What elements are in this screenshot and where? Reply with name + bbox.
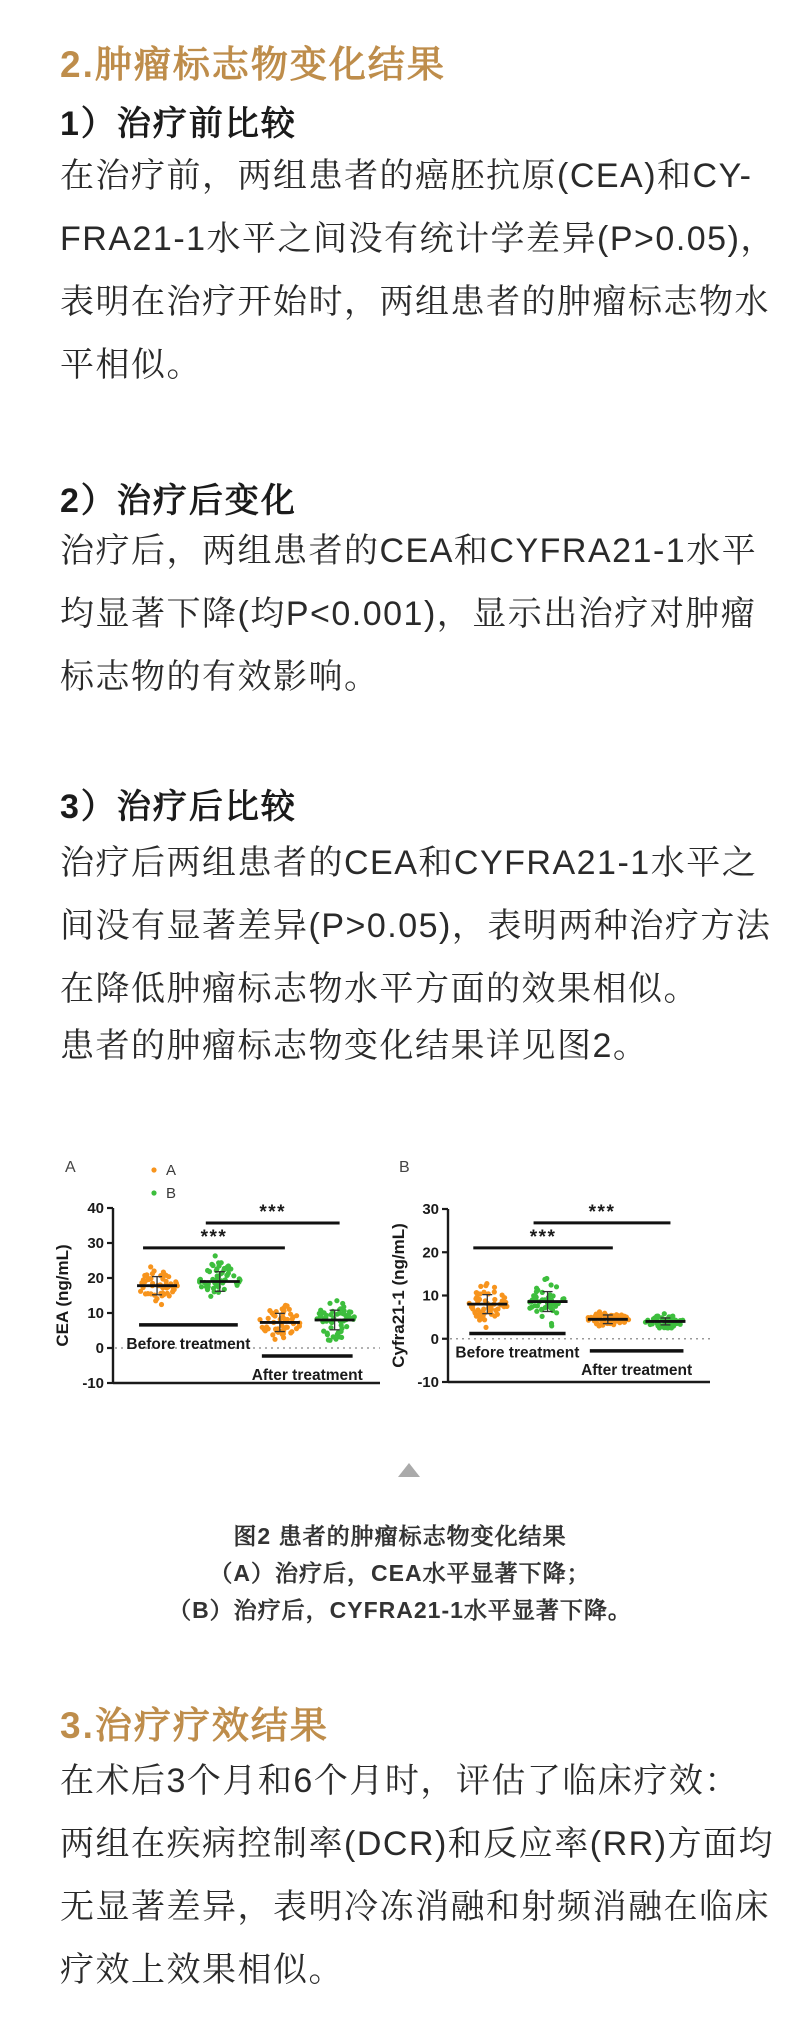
svg-text:After treatment: After treatment [581,1361,693,1379]
paragraph-figure-reference: 患者的肿瘤标志物变化结果详见图2。 [60,1027,649,1065]
svg-text:10: 10 [87,1305,104,1322]
svg-text:30: 30 [422,1201,439,1218]
svg-text:***: *** [529,1226,557,1248]
figure-2 [0,1150,800,1450]
svg-text:***: *** [259,1202,287,1224]
subheading-posttreatment-change: 2）治疗后变化 [60,482,297,520]
significance-bar [473,1227,613,1248]
svg-text:Before treatment: Before treatment [126,1335,251,1353]
phase-label [455,1334,579,1362]
significance-bar [143,1227,285,1248]
svg-text:After treatment: After treatment [251,1367,363,1385]
svg-text:B: B [399,1159,410,1176]
subheading-pretreatment-comparison: 1）治疗前比较 [60,105,297,143]
paragraph-posttreatment-comparison: 治疗后两组患者的CEA和CYFRA21-1水平之 间没有显著差异(P>0.05)，表明两种治疗方法 在降低肿瘤标志物水平方面的效果相似。 [60,844,772,1008]
caption-line: （B）治疗后，CYFRA21-1水平显著下降。 [168,1597,632,1623]
legend-item [151,1185,176,1202]
paragraph-posttreatment-change: 治疗后，两组患者的CEA和CYFRA21-1水平 均显著下降(均P<0.001)，显示出治疗对肿瘤 标志物的有效影响。 [60,532,758,696]
svg-text:-10: -10 [82,1375,104,1392]
svg-text:A: A [166,1162,177,1179]
section-heading-efficacy: 3.治疗疗效结果 [60,1705,329,1746]
y-axis [389,1201,448,1391]
phase-label [252,1356,363,1384]
svg-text:Before treatment: Before treatment [455,1344,580,1362]
svg-text:0: 0 [430,1330,439,1348]
y-axis [53,1200,113,1392]
svg-text:***: *** [588,1201,616,1223]
svg-text:***: *** [200,1226,228,1248]
svg-text:20: 20 [87,1270,104,1287]
svg-text:A: A [65,1159,76,1176]
svg-text:B: B [166,1185,177,1202]
phase-label [126,1325,250,1353]
section-heading-tumor-markers: 2.肿瘤标志物变化结果 [60,44,446,85]
paragraph-efficacy: 在术后3个月和6个月时，评估了临床疗效： 两组在疾病控制率(DCR)和反应率(RR)方面均 无显著差异，表明冷冻消融和射频消融在临床 疗效上效果相似。 [60,1762,775,1989]
svg-text:Cyfra21-1 (ng/mL): Cyfra21-1 (ng/mL) [389,1223,408,1368]
subheading-posttreatment-comparison: 3）治疗后比较 [60,788,297,826]
figure-caption [0,1518,800,1629]
svg-text:30: 30 [87,1235,104,1252]
significance-bar [534,1202,671,1223]
cyfra-chart [388,1150,788,1450]
svg-text:-10: -10 [417,1374,439,1391]
svg-text:20: 20 [422,1244,439,1262]
phase-label [581,1351,692,1379]
significance-bar [206,1202,340,1223]
paragraph-pretreatment: 在治疗前，两组患者的癌胚抗原(CEA)和CY- FRA21-1水平之间没有统计学差异(P>0.05)， 表明在治疗开始时，两组患者的肿瘤标志物水 平相似。 [60,157,776,384]
caption-line: 图2 患者的肿瘤标志物变化结果 [233,1523,567,1549]
svg-text:CEA (ng/mL): CEA (ng/mL) [53,1244,72,1347]
svg-text:40: 40 [87,1200,104,1217]
cea-chart [38,1150,383,1450]
svg-text:10: 10 [422,1287,439,1305]
caption-line: （A）治疗后，CEA水平显著下降； [209,1560,591,1586]
svg-text:0: 0 [95,1340,104,1357]
collapse-arrow-icon[interactable] [398,1463,420,1477]
legend-item [151,1162,176,1179]
